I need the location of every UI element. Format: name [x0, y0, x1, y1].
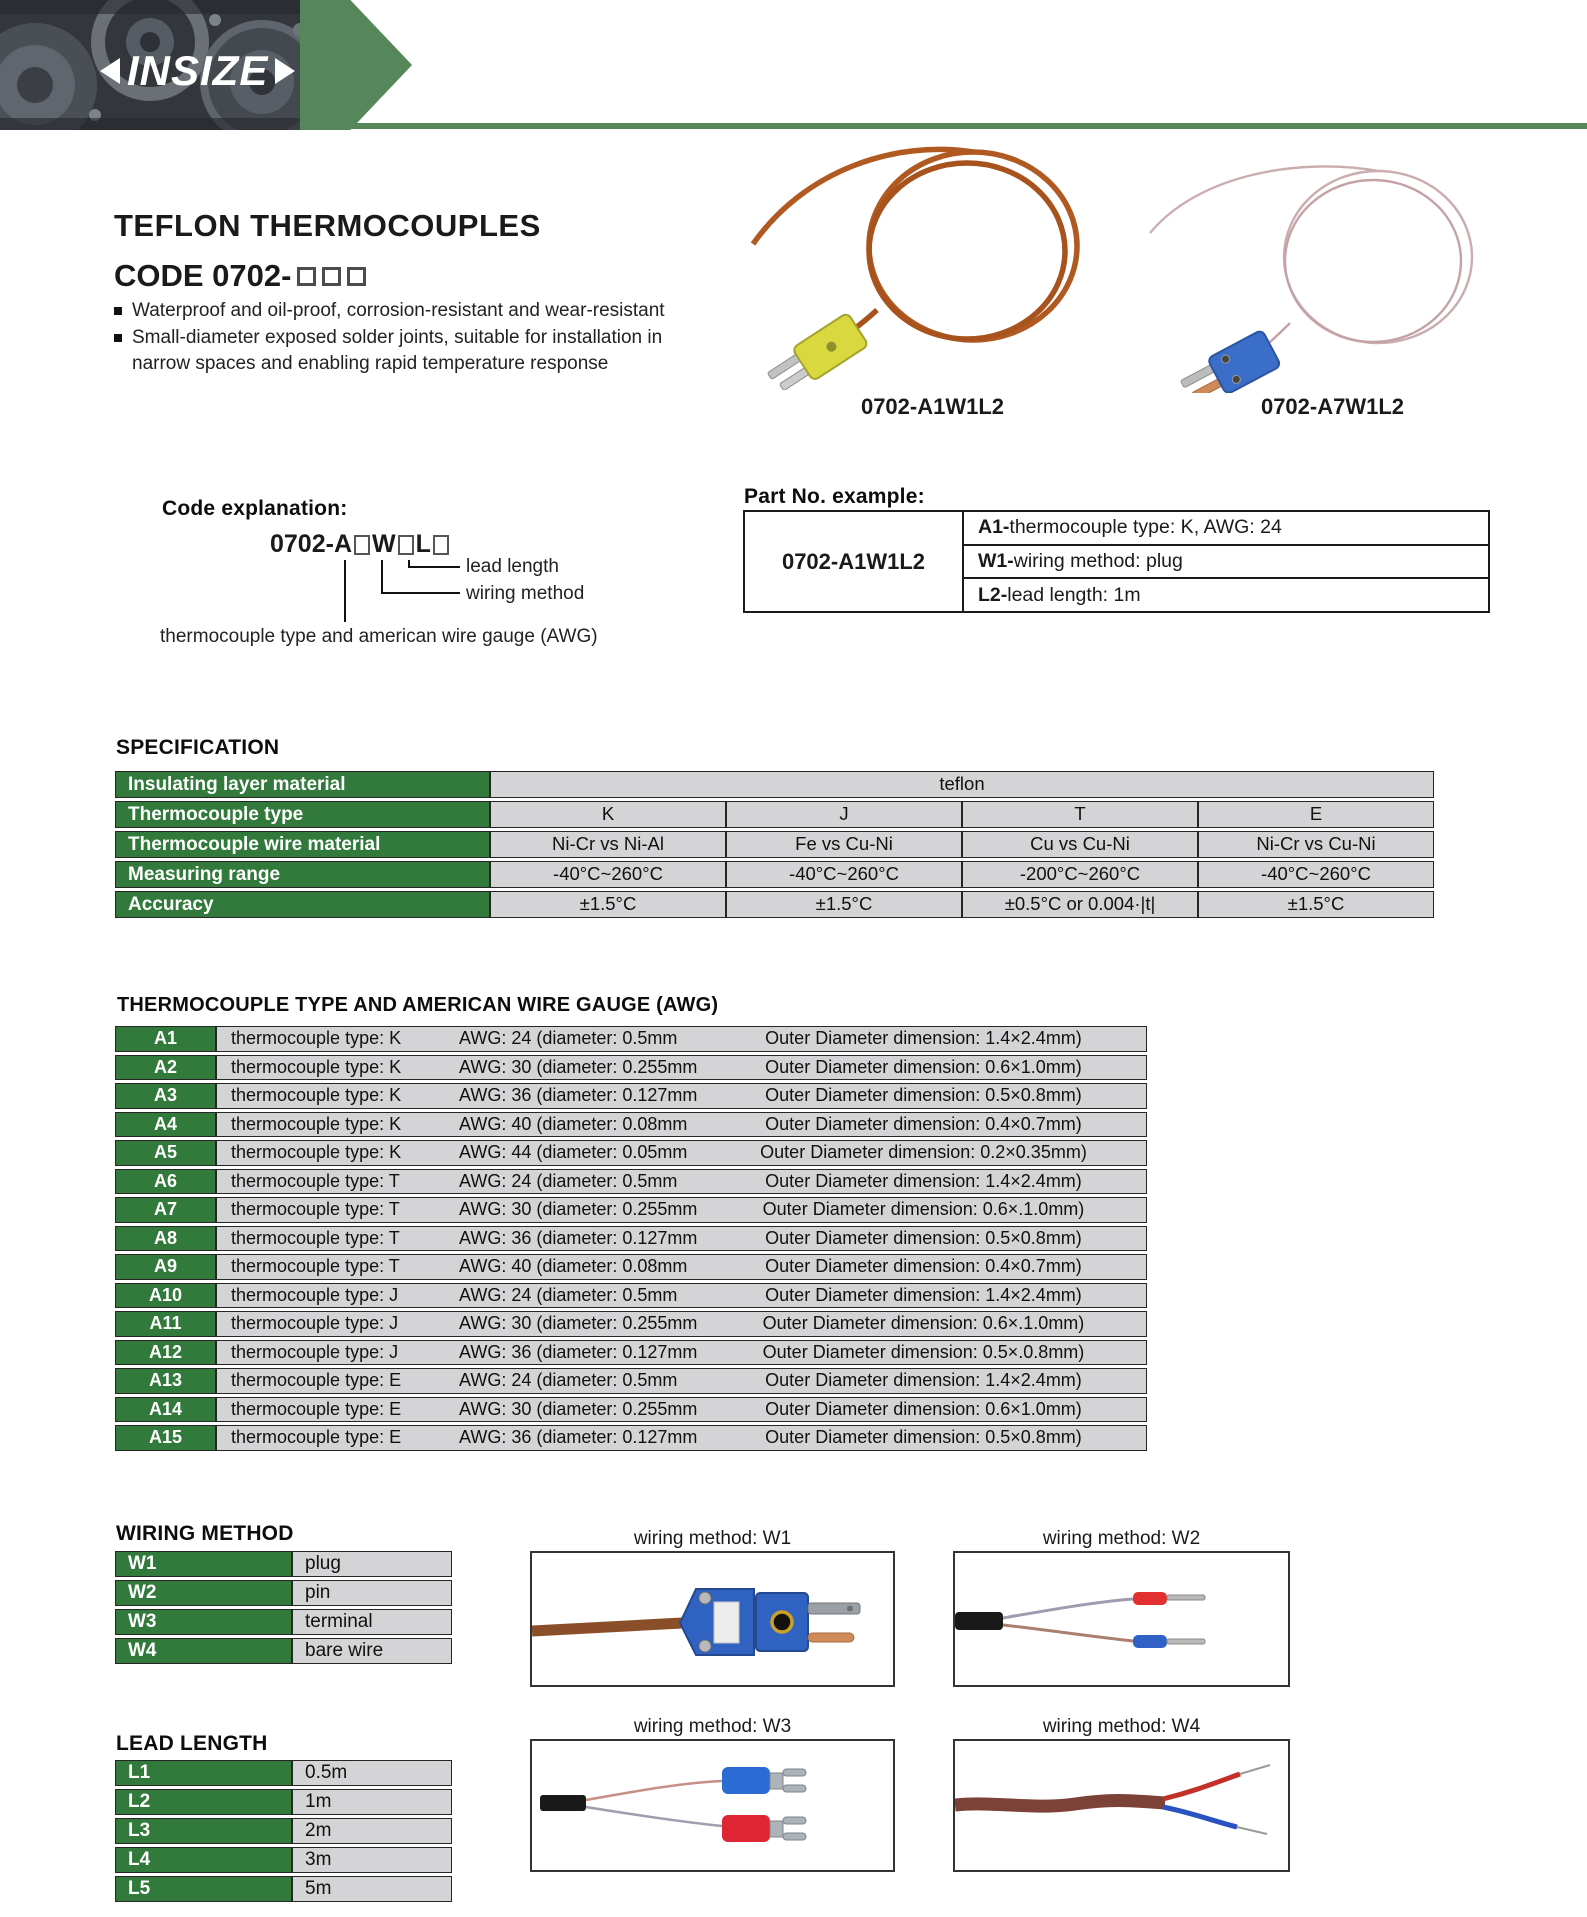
spec-cell: Cu vs Cu-Ni [962, 831, 1198, 858]
feature-text: Small-diameter exposed solder joints, suitable for installation in [132, 326, 663, 348]
awg-row [115, 1083, 1147, 1109]
lead-code: L5 [115, 1876, 292, 1902]
feature-item [114, 298, 714, 325]
lead-code: L3 [115, 1818, 292, 1844]
awg-code: A2 [115, 1055, 216, 1081]
spec-cell: Ni-Cr vs Ni-Al [490, 831, 726, 858]
code-placeholder-box-icon [433, 535, 449, 555]
awg-code: A13 [115, 1368, 216, 1394]
product-photo-blue-plug-thermocouple [1140, 145, 1525, 393]
awg-od: Outer Diameter dimension: 0.5×0.8mm) [765, 1227, 1082, 1248]
wiring-method-table [115, 1551, 452, 1667]
lead-code: L2 [115, 1789, 292, 1815]
awg-type: thermocouple type: T [231, 1227, 400, 1248]
product-photo-yellow-plug-thermocouple [745, 132, 1120, 390]
lead-length-label: lead length [466, 556, 559, 577]
awg-od: Outer Diameter dimension: 0.4×0.7mm) [765, 1256, 1082, 1276]
awg-row [115, 1055, 1147, 1081]
awg-row [115, 1197, 1147, 1223]
awg-row [115, 1226, 1147, 1252]
awg-type: thermocouple type: J [231, 1341, 399, 1362]
lead-row [115, 1876, 452, 1902]
awg-type: thermocouple type: K [231, 1142, 402, 1162]
code-placeholder-box-icon [322, 267, 341, 286]
feature-text: narrow spaces and enabling rapid temperature response [132, 353, 609, 374]
specification-table [115, 771, 1434, 921]
wiring-method-label: wiring method [466, 583, 585, 604]
awg-od: Outer Diameter dimension: 0.6×.1.0mm) [762, 1313, 1085, 1333]
awg-row [115, 1397, 1147, 1423]
awg-type: thermocouple type: T [231, 1256, 400, 1276]
awg-code: A3 [115, 1083, 216, 1109]
code-placeholder-box-icon [398, 535, 414, 555]
awg-od: Outer Diameter dimension: 1.4×2.4mm) [765, 1284, 1082, 1305]
lead-row [115, 1818, 452, 1844]
spec-row-label: Accuracy [115, 891, 490, 918]
code-placeholder-box-icon [354, 535, 370, 555]
spec-cell: K [490, 801, 726, 828]
diagram-line [381, 592, 460, 594]
awg-code: A1 [115, 1026, 216, 1052]
spec-row [115, 861, 1434, 888]
product-label: 0702-A7W1L2 [1260, 394, 1405, 419]
wiring-row [115, 1638, 452, 1664]
spec-cell: Fe vs Cu-Ni [726, 831, 962, 858]
lead-code: L4 [115, 1847, 292, 1873]
code-segment: W [372, 530, 396, 558]
spec-cell: -40°C~260°C [490, 861, 726, 888]
awg-type: thermocouple type: J [231, 1284, 399, 1305]
awg-od: Outer Diameter dimension: 1.4×2.4mm) [765, 1170, 1082, 1191]
lead-value: 3m [292, 1847, 452, 1873]
awg-gauge: AWG: 24 (diameter: 0.5mm [459, 1370, 678, 1390]
spec-cell: ±1.5°C [490, 891, 726, 918]
spec-row-label: Measuring range [115, 861, 490, 888]
awg-code: A5 [115, 1140, 216, 1166]
insize-logo [100, 47, 295, 94]
part-desc: thermocouple type: K, AWG: 24 [1009, 516, 1282, 539]
wiring-code: W4 [115, 1638, 292, 1664]
spec-cell: teflon [490, 771, 1434, 798]
awg-type: thermocouple type: T [231, 1170, 400, 1191]
awg-type: thermocouple type: K [231, 1085, 402, 1105]
wiring-row [115, 1609, 452, 1635]
lead-row [115, 1789, 452, 1815]
awg-code: A4 [115, 1112, 216, 1138]
code-explanation-heading: Code explanation: [162, 497, 348, 520]
wiring-code: W3 [115, 1609, 292, 1635]
spec-cell: -40°C~260°C [726, 861, 962, 888]
header-green-rule [345, 123, 1587, 129]
awg-type: thermocouple type: E [231, 1370, 402, 1390]
wiring-photo-w2-pin [953, 1551, 1290, 1687]
feature-list [114, 298, 714, 378]
logo-left-arrow-icon [100, 58, 120, 84]
feature-item [114, 325, 714, 378]
awg-od: Outer Diameter dimension: 0.6×1.0mm) [765, 1398, 1082, 1419]
awg-type: thermocouple type: E [231, 1398, 402, 1419]
awg-heading: THERMOCOUPLE TYPE AND AMERICAN WIRE GAUGE (AWG) [117, 994, 719, 1016]
awg-gauge: AWG: 30 (diameter: 0.255mm [459, 1313, 698, 1333]
awg-od: Outer Diameter dimension: 0.6×1.0mm) [765, 1056, 1082, 1077]
awg-gauge: AWG: 30 (diameter: 0.255mm [459, 1199, 698, 1219]
lead-value: 5m [292, 1876, 452, 1902]
awg-row [115, 1311, 1147, 1337]
logo-text: INSIZE [127, 47, 269, 94]
diagram-line [408, 566, 460, 568]
awg-code: A9 [115, 1254, 216, 1280]
feature-text: Waterproof and oil-proof, corrosion-resistant and wear-resistant [132, 300, 665, 321]
spec-row [115, 801, 1434, 828]
awg-type: thermocouple type: K [231, 1056, 402, 1077]
wiring-code: W2 [115, 1580, 292, 1606]
awg-row [115, 1283, 1147, 1309]
thermocouple-type-label: thermocouple type and american wire gauge (AWG) [160, 626, 598, 647]
awg-type: thermocouple type: J [231, 1313, 399, 1333]
wiring-value: bare wire [292, 1638, 452, 1664]
wiring-caption-w1: wiring method: W1 [633, 1528, 792, 1549]
part-example-heading: Part No. example: [744, 485, 925, 508]
awg-gauge: AWG: 36 (diameter: 0.127mm [459, 1227, 698, 1248]
part-desc: wiring method: plug [1013, 550, 1183, 572]
awg-od: Outer Diameter dimension: 0.4×0.7mm) [765, 1113, 1082, 1134]
wiring-value: terminal [292, 1609, 452, 1635]
page-code-line [114, 258, 366, 294]
code-placeholder-box-icon [347, 267, 366, 286]
part-code: W1- [978, 550, 1014, 572]
product-label: 0702-A1W1L2 [860, 394, 1005, 419]
awg-row [115, 1368, 1147, 1394]
part-number-cell: 0702-A1W1L2 [745, 512, 964, 611]
awg-code: A7 [115, 1197, 216, 1223]
specification-heading: SPECIFICATION [116, 736, 280, 759]
awg-type: thermocouple type: K [231, 1028, 402, 1048]
awg-od: Outer Diameter dimension: 0.2×0.35mm) [760, 1142, 1087, 1162]
spec-cell: ±1.5°C [726, 891, 962, 918]
awg-gauge: AWG: 24 (diameter: 0.5mm [459, 1028, 678, 1048]
awg-type: thermocouple type: E [231, 1427, 402, 1447]
wiring-photo-w1-plug [530, 1551, 895, 1687]
awg-gauge: AWG: 24 (diameter: 0.5mm [459, 1170, 678, 1191]
part-example-row [964, 512, 1488, 546]
lead-code: L1 [115, 1760, 292, 1786]
awg-gauge: AWG: 30 (diameter: 0.255mm [459, 1398, 698, 1419]
part-example-table [743, 510, 1490, 613]
spec-cell: -40°C~260°C [1198, 861, 1434, 888]
awg-code: A12 [115, 1340, 216, 1366]
awg-row [115, 1169, 1147, 1195]
awg-od: Outer Diameter dimension: 1.4×2.4mm) [765, 1028, 1082, 1048]
awg-row [115, 1112, 1147, 1138]
awg-gauge: AWG: 36 (diameter: 0.127mm [459, 1085, 698, 1105]
spec-row-label: Thermocouple wire material [115, 831, 490, 858]
spec-row [115, 771, 1434, 798]
part-desc: lead length: 1m [1007, 583, 1141, 606]
lead-value: 1m [292, 1789, 452, 1815]
code-pattern [270, 530, 451, 559]
spec-row [115, 891, 1434, 918]
part-code: L2- [978, 583, 1008, 606]
awg-code: A11 [115, 1311, 216, 1337]
wiring-photo-w3-terminal [530, 1739, 895, 1872]
awg-gauge: AWG: 24 (diameter: 0.5mm [459, 1284, 678, 1305]
spec-cell: Ni-Cr vs Cu-Ni [1198, 831, 1434, 858]
spec-cell: -200°C~260°C [962, 861, 1198, 888]
awg-od: Outer Diameter dimension: 0.5×0.8mm) [765, 1085, 1082, 1105]
awg-row [115, 1140, 1147, 1166]
awg-gauge: AWG: 40 (diameter: 0.08mm [459, 1256, 688, 1276]
lead-length-heading: LEAD LENGTH [116, 1732, 268, 1755]
awg-od: Outer Diameter dimension: 0.5×0.8mm) [765, 1427, 1082, 1447]
page-title: TEFLON THERMOCOUPLES [114, 208, 541, 243]
spec-cell: ±0.5°C or 0.004·|t| [962, 891, 1198, 918]
awg-od: Outer Diameter dimension: 1.4×2.4mm) [765, 1370, 1082, 1390]
lead-row [115, 1847, 452, 1873]
awg-row [115, 1026, 1147, 1052]
awg-gauge: AWG: 40 (diameter: 0.08mm [459, 1113, 688, 1134]
wiring-row [115, 1551, 452, 1577]
awg-gauge: AWG: 30 (diameter: 0.255mm [459, 1056, 698, 1077]
wiring-caption-w3: wiring method: W3 [633, 1716, 792, 1737]
lead-row [115, 1760, 452, 1786]
square-bullet-icon [114, 307, 122, 315]
part-example-row [964, 579, 1488, 611]
awg-od: Outer Diameter dimension: 0.6×.1.0mm) [762, 1199, 1085, 1219]
awg-gauge: AWG: 36 (diameter: 0.127mm [459, 1341, 698, 1362]
awg-type: thermocouple type: K [231, 1113, 402, 1134]
spec-row [115, 831, 1434, 858]
code-segment: 0702-A [270, 530, 352, 558]
wiring-code: W1 [115, 1551, 292, 1577]
spec-cell: ±1.5°C [1198, 891, 1434, 918]
diagram-line [381, 560, 383, 594]
header-green-arrow [300, 0, 412, 130]
awg-od: Outer Diameter dimension: 0.5×.0.8mm) [762, 1341, 1085, 1362]
wiring-value: pin [292, 1580, 452, 1606]
lead-value: 0.5m [292, 1760, 452, 1786]
awg-row [115, 1254, 1147, 1280]
awg-gauge: AWG: 44 (diameter: 0.05mm [459, 1142, 688, 1162]
awg-code: A15 [115, 1425, 216, 1451]
awg-type: thermocouple type: T [231, 1199, 400, 1219]
awg-code: A14 [115, 1397, 216, 1423]
wiring-caption-w4: wiring method: W4 [1042, 1716, 1201, 1737]
code-segment: L [415, 530, 431, 558]
spec-cell: E [1198, 801, 1434, 828]
wiring-photo-w4-bare-wire [953, 1739, 1290, 1872]
spec-row-label: Insulating layer material [115, 771, 490, 798]
awg-row [115, 1340, 1147, 1366]
awg-row [115, 1425, 1147, 1451]
lead-value: 2m [292, 1818, 452, 1844]
square-bullet-icon [114, 334, 122, 342]
spec-row-label: Thermocouple type [115, 801, 490, 828]
wiring-value: plug [292, 1551, 452, 1577]
code-placeholder-box-icon [297, 267, 316, 286]
spec-cell: J [726, 801, 962, 828]
diagram-line [344, 560, 346, 622]
part-example-row [964, 546, 1488, 580]
page-code-prefix: CODE 0702- [114, 258, 292, 293]
awg-code: A10 [115, 1283, 216, 1309]
spec-cell: T [962, 801, 1198, 828]
awg-gauge: AWG: 36 (diameter: 0.127mm [459, 1427, 698, 1447]
wiring-method-heading: WIRING METHOD [116, 1522, 294, 1545]
wiring-row [115, 1580, 452, 1606]
awg-code: A8 [115, 1226, 216, 1252]
lead-length-table [115, 1760, 452, 1905]
logo-right-arrow-icon [275, 58, 295, 84]
wiring-caption-w2: wiring method: W2 [1042, 1528, 1201, 1549]
awg-table [115, 1026, 1147, 1454]
awg-code: A6 [115, 1169, 216, 1195]
part-code: A1- [978, 516, 1010, 539]
